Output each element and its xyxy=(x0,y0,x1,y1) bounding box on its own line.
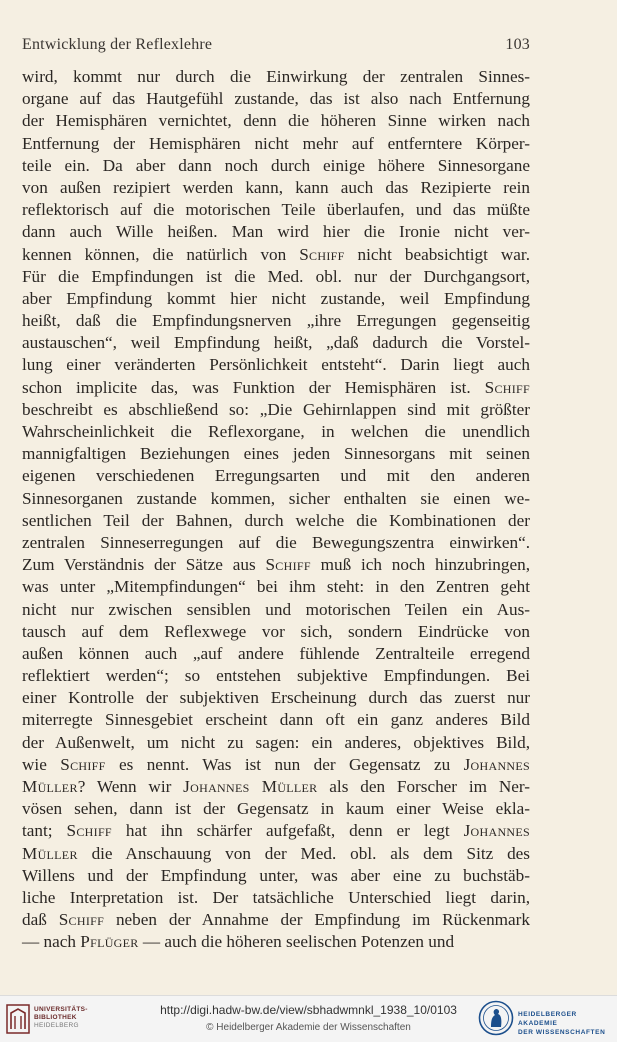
text-line xyxy=(22,621,530,643)
text-line xyxy=(22,732,530,754)
text-run: der Hemisphären vernichtet, denn die höheren Sinne wirken nach xyxy=(22,111,530,131)
person-name: Müller xyxy=(22,777,78,796)
person-name: Johannes xyxy=(463,821,530,841)
text-run: tant; xyxy=(22,821,67,841)
text-run: von außen rezipiert werden kann, kann auch das Rezipierte rein xyxy=(22,177,530,197)
text-run: kennen können, die natürlich von xyxy=(22,244,300,264)
copyright-notice: © Heidelberger Akademie der Wissenschaften xyxy=(206,1022,411,1033)
text-run: austauschen“, weil Empfindung heißt, „daß dadurch die Vorstel- xyxy=(22,333,530,353)
text-run: nicht beabsichtigt war. xyxy=(344,244,530,264)
text-run: der Außenwelt, um nicht zu sagen: ein anderes, objektives Bild, xyxy=(22,732,530,752)
text-run: lung einer veränderten Persönlichkeit entsteht“. Darin liegt auch xyxy=(22,355,530,375)
page-number: 103 xyxy=(505,36,530,53)
text-run: tausch auf dem Reflexwege vor sich, sondern Eindrücke von xyxy=(22,621,530,641)
text-run: Entfernung der Hemisphären nicht mehr auf entferntere Körper- xyxy=(22,133,530,153)
text-line xyxy=(22,776,530,798)
library-name-line-3: HEIDELBERG xyxy=(34,1022,79,1029)
text-run: neben der Annahme der Empfindung im Rückenmark xyxy=(104,910,530,930)
text-line xyxy=(22,665,530,687)
text-run: nicht nur zwischen sensiblen und motorischen Teilen ein Aus- xyxy=(22,599,530,619)
text-run: liche Interpretation ist. Der tatsächliche Unterschied liegt darin, xyxy=(22,887,530,907)
text-line xyxy=(22,332,530,354)
text-line xyxy=(22,909,530,931)
person-name: Pflüger xyxy=(80,932,139,952)
text-line xyxy=(22,443,530,465)
text-line xyxy=(22,488,530,510)
text-run: ? Wenn wir xyxy=(77,777,184,796)
person-name: Müller xyxy=(22,843,78,863)
text-line xyxy=(22,709,530,731)
text-line xyxy=(22,599,530,621)
person-name: Schiff xyxy=(58,910,105,930)
text-run: — auch die höheren seelischen Potenzen und xyxy=(138,932,455,952)
text-run: organe auf das Hautgefühl zustande, das ist also nach Entfernung xyxy=(22,89,530,109)
text-run: hat ihn schärfer aufgefaßt, denn er legt xyxy=(111,821,464,841)
text-run: schon implicite das, was Funktion der Hemisphären ist. xyxy=(22,377,485,397)
text-line xyxy=(22,266,530,288)
person-name: Schiff xyxy=(265,555,311,575)
viewer-footer xyxy=(0,995,617,1042)
text-run: Wahrscheinlichkeit die Reflexorgane, in welchen die unendlich xyxy=(22,422,530,441)
text-line xyxy=(22,798,530,820)
text-run: vösen sehen, dann ist der Gegensatz in kaum einer Weise ekla- xyxy=(22,799,530,819)
text-run: als den Forscher im Ner- xyxy=(317,777,530,796)
text-run: sentlichen Teil der Bahnen, durch welche die Kombinationen der xyxy=(22,510,530,530)
text-run: heißt, daß die Empfindungsnerven „ihre Erregungen gegenseitig xyxy=(22,311,530,331)
text-run: was unter „Mitempfindungen“ bei ihm steht: in den Zentren geht xyxy=(22,577,530,597)
person-name: Johannes xyxy=(463,754,530,774)
text-line xyxy=(22,421,530,443)
text-line xyxy=(22,155,530,177)
text-run: — nach xyxy=(22,932,81,952)
text-line xyxy=(22,865,530,887)
text-run: beschreibt es abschließend so: „Die Gehirnlappen sind mit größter xyxy=(22,399,530,419)
text-run: Zum Verständnis der Sätze aus xyxy=(22,555,266,575)
text-run: muß ich noch hinzubringen, xyxy=(310,555,530,575)
text-line xyxy=(22,754,530,776)
running-title: Entwicklung der Reflexlehre xyxy=(22,36,213,53)
academy-name-line-2: DER WISSENSCHAFTEN xyxy=(518,1029,606,1036)
person-name: Schiff xyxy=(66,821,112,841)
text-run: einer Kontrolle der subjektiven Erscheinung durch das zuerst nur xyxy=(22,688,530,708)
text-run: wie xyxy=(22,754,61,774)
text-run: dann auch Wille heißen. Man wird hier die Ironie nicht ver- xyxy=(22,222,530,242)
text-line xyxy=(22,199,530,221)
person-name: Schiff xyxy=(484,377,530,397)
text-run: Für die Empfindungen ist die Med. obl. nur der Durchgangsort, xyxy=(22,266,530,286)
text-run: miterregte Sinnesgebiet erscheint dann oft ein ganz anderes Bild xyxy=(22,710,530,730)
body-text xyxy=(22,66,530,954)
text-line xyxy=(22,244,530,266)
text-line xyxy=(22,310,530,332)
text-line xyxy=(22,399,530,421)
text-line xyxy=(22,66,530,88)
text-line xyxy=(22,931,530,953)
academy-name xyxy=(518,1010,617,1037)
text-line xyxy=(22,843,530,865)
text-line xyxy=(22,576,530,598)
text-run: teile ein. Da aber dann noch durch einige höhere Sinnesorgane xyxy=(22,155,530,175)
text-line xyxy=(22,687,530,709)
text-line xyxy=(22,820,530,842)
text-run: Sinnesorganen zustande kommen, sicher enthalten sie einen we- xyxy=(22,488,530,508)
text-run: reflektorisch auf die motorischen Teile überlaufen, und das müßte xyxy=(22,200,530,220)
text-line xyxy=(22,354,530,376)
text-run: wird, kommt nur durch die Einwirkung der zentralen Sinnes- xyxy=(22,67,530,86)
text-run: die Anschauung von der Med. obl. als dem Sitz des xyxy=(77,843,530,863)
text-line xyxy=(22,133,530,155)
text-line xyxy=(22,510,530,532)
library-name-line-2: BIBLIOTHEK xyxy=(34,1014,77,1021)
text-run: mannigfaltigen Beziehungen eines jeden Sinnesorgans mit seinen xyxy=(22,444,530,464)
academy-name-line-1: HEIDELBERGER AKADEMIE xyxy=(518,1011,577,1027)
text-line xyxy=(22,177,530,199)
permalink-url[interactable]: http://digi.hadw-bw.de/view/sbhadwmnkl_1938_10/0103 xyxy=(160,1003,457,1017)
text-line xyxy=(22,377,530,399)
text-run: eigenen verschiedenen Erregungsarten und mit den anderen xyxy=(22,466,530,486)
text-line xyxy=(22,288,530,310)
academy-seal-icon xyxy=(478,1000,514,1036)
text-line xyxy=(22,554,530,576)
text-run: Willens und der Empfindung unter, was aber eine zu buchstäb- xyxy=(22,865,530,885)
library-name-line-1: UNIVERSITÄTS- xyxy=(34,1006,88,1013)
text-line xyxy=(22,643,530,665)
text-line xyxy=(22,221,530,243)
text-run: es nennt. Was ist nun der Gegensatz zu xyxy=(105,754,464,774)
text-line xyxy=(22,88,530,110)
text-line xyxy=(22,887,530,909)
text-run: zentralen Sinneserregungen auf die Bewegungszentra einwirken“. xyxy=(22,532,530,552)
text-run: daß xyxy=(22,910,59,930)
text-line xyxy=(22,532,530,554)
text-run: aber Empfindung kommt hier nicht zustande, weil Empfindung xyxy=(22,288,530,308)
person-name: Schiff xyxy=(60,754,106,774)
text-run: außen können auch „auf andere fühlende Zentralteile erregend xyxy=(22,643,530,663)
text-run: reflektiert werden“; so entstehen subjektive Empfindungen. Bei xyxy=(22,666,530,686)
person-name: Johannes Müller xyxy=(183,777,318,796)
text-line xyxy=(22,465,530,487)
person-name: Schiff xyxy=(299,244,345,264)
text-line xyxy=(22,110,530,132)
